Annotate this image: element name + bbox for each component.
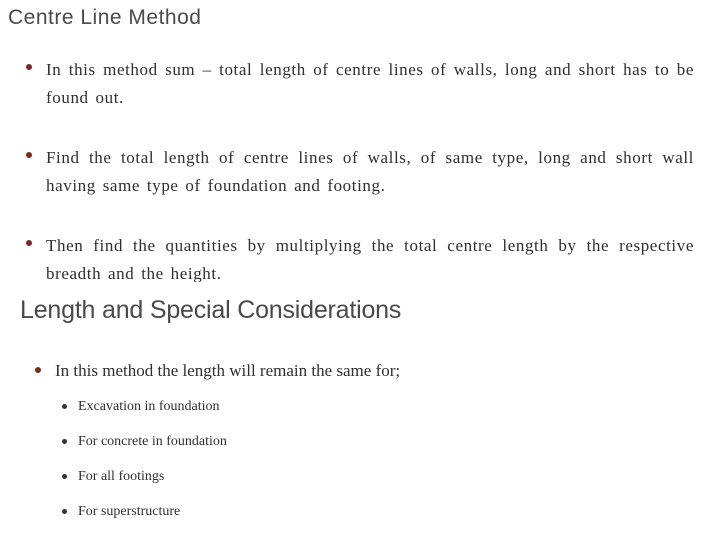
round-bullet-icon [26, 152, 32, 158]
list-item [26, 56, 694, 112]
small-round-bullet-icon [62, 509, 67, 514]
small-round-bullet-icon [62, 439, 67, 444]
section-title-centre-line-method: Centre Line Method [8, 6, 202, 29]
lead-bullet-text: In this method the length will remain the same for; [55, 361, 401, 380]
sub-bullet-text: Excavation in foundation [78, 399, 220, 414]
small-round-bullet-icon [62, 474, 67, 479]
list-item [26, 232, 694, 282]
lead-bullet [35, 360, 400, 382]
list-item [62, 503, 180, 521]
sub-bullet-text: For concrete in foundation [78, 434, 227, 449]
bullet-text: Then find the quantities by multiplying the total centre length by the respective breadth and the height. [46, 236, 694, 282]
sub-bullet-text: For all footings [78, 469, 165, 484]
small-round-bullet-icon [62, 404, 67, 409]
round-bullet-icon [35, 367, 41, 373]
bullet-text: In this method sum – total length of centre lines of walls, long and short has to be found out. [46, 60, 694, 107]
bullet-text: Find the total length of centre lines of walls, of same type, long and short wall having same type of foundation and footing. [46, 148, 694, 195]
list-item [62, 468, 164, 486]
list-item [62, 433, 227, 451]
round-bullet-icon [26, 64, 32, 70]
list-item [26, 144, 694, 200]
list-item [62, 398, 220, 416]
section-title-length-special-considerations: Length and Special Considerations [20, 296, 402, 324]
sub-bullet-text: For superstructure [78, 504, 181, 519]
round-bullet-icon [26, 240, 32, 246]
